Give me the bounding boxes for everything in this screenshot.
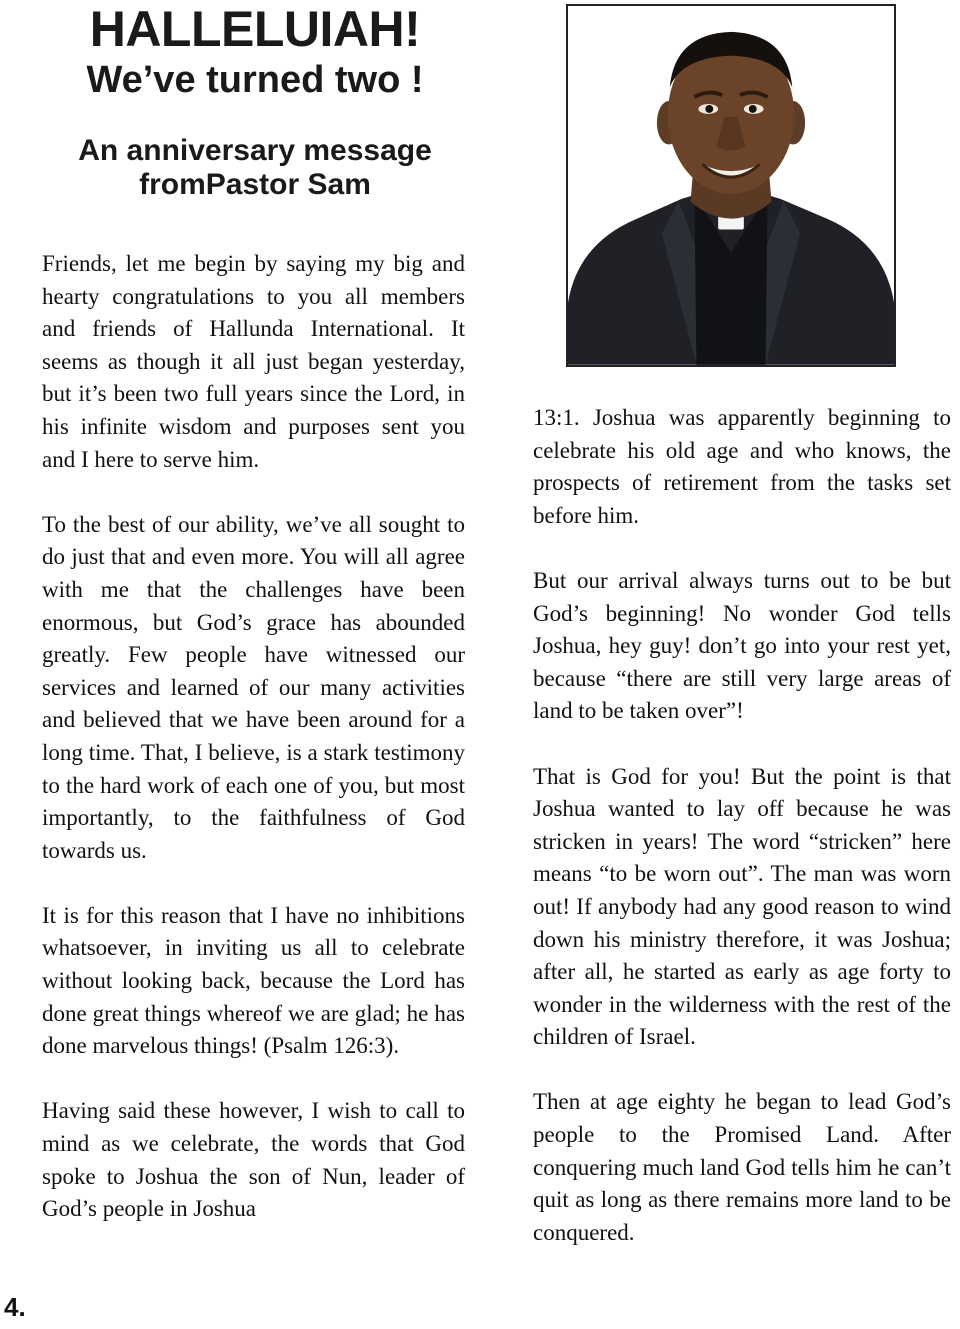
- paragraph: It is for this reason that I have no inhibitions whatsoever, in inviting us all to celebrate without looking back, because the Lord has done great things whereof we are glad; he has done marvelous things! (Psalm 126:3).: [42, 902, 465, 1059]
- article-right-column: [533, 402, 951, 1249]
- page-number: 4.: [4, 1292, 26, 1322]
- pastor-portrait-photo: [566, 4, 896, 367]
- paragraph: To the best of our ability, we’ve all sought to do just that and even more. You will all agree with me that the challenges have been enormous, but God’s grace has abounded greatly. Few people have witnessed our services and learned of our many activities and believed that we have been around for a long time. That, I believe, is a stark testimony to the hard work of each one of you, but most importantly, to the faithfulness of God towards us.: [42, 511, 465, 863]
- paragraph: But our arrival always turns out to be but God’s beginning! No wonder God tells Joshua, hey guy! don’t go into your rest yet, because “there are still very large areas of land to be taken over”!: [533, 567, 951, 724]
- byline-line-1: An anniversary message: [78, 134, 432, 167]
- paragraph: 13:1. Joshua was apparently beginning to celebrate his old age and who knows, the prospects of retirement from the tasks set before him.: [533, 405, 951, 528]
- byline: [40, 134, 470, 202]
- article-left-column: [42, 248, 465, 1226]
- paragraph: That is God for you! But the point is that Joshua wanted to lay off because he was stricken in years! The word “stricken” here means “to be worn out”. The man was worn out! If anybody had any good reason to wind down his ministry therefore, it was Joshua; after all, he started as early as age forty to wonder in the wilderness with the rest of the children of Israel.: [533, 763, 951, 1050]
- paragraph: Then at age eighty he began to lead God’s people to the Promised Land. After conquering much land God tells him he can’t quit as long as there remains more land to be conquered.: [533, 1089, 951, 1245]
- headline-title: HALLELUIAH!: [89, 1, 421, 57]
- paragraph: Having said these however, I wish to call to mind as we celebrate, the words that God spoke to Joshua the son of Nun, leader of God’s people in Joshua: [42, 1098, 465, 1222]
- byline-line-2: fromPastor Sam: [139, 168, 371, 201]
- headline-subtitle: We’ve turned two !: [86, 59, 424, 101]
- paragraph: Friends, let me begin by saying my big and hearty congratulations to you all members and friends of Hallunda International. It seems as though it all just began yesterday, but it’s been two full years since the Lord, in his infinite wisdom and purposes sent you and I here to serve him.: [42, 251, 465, 472]
